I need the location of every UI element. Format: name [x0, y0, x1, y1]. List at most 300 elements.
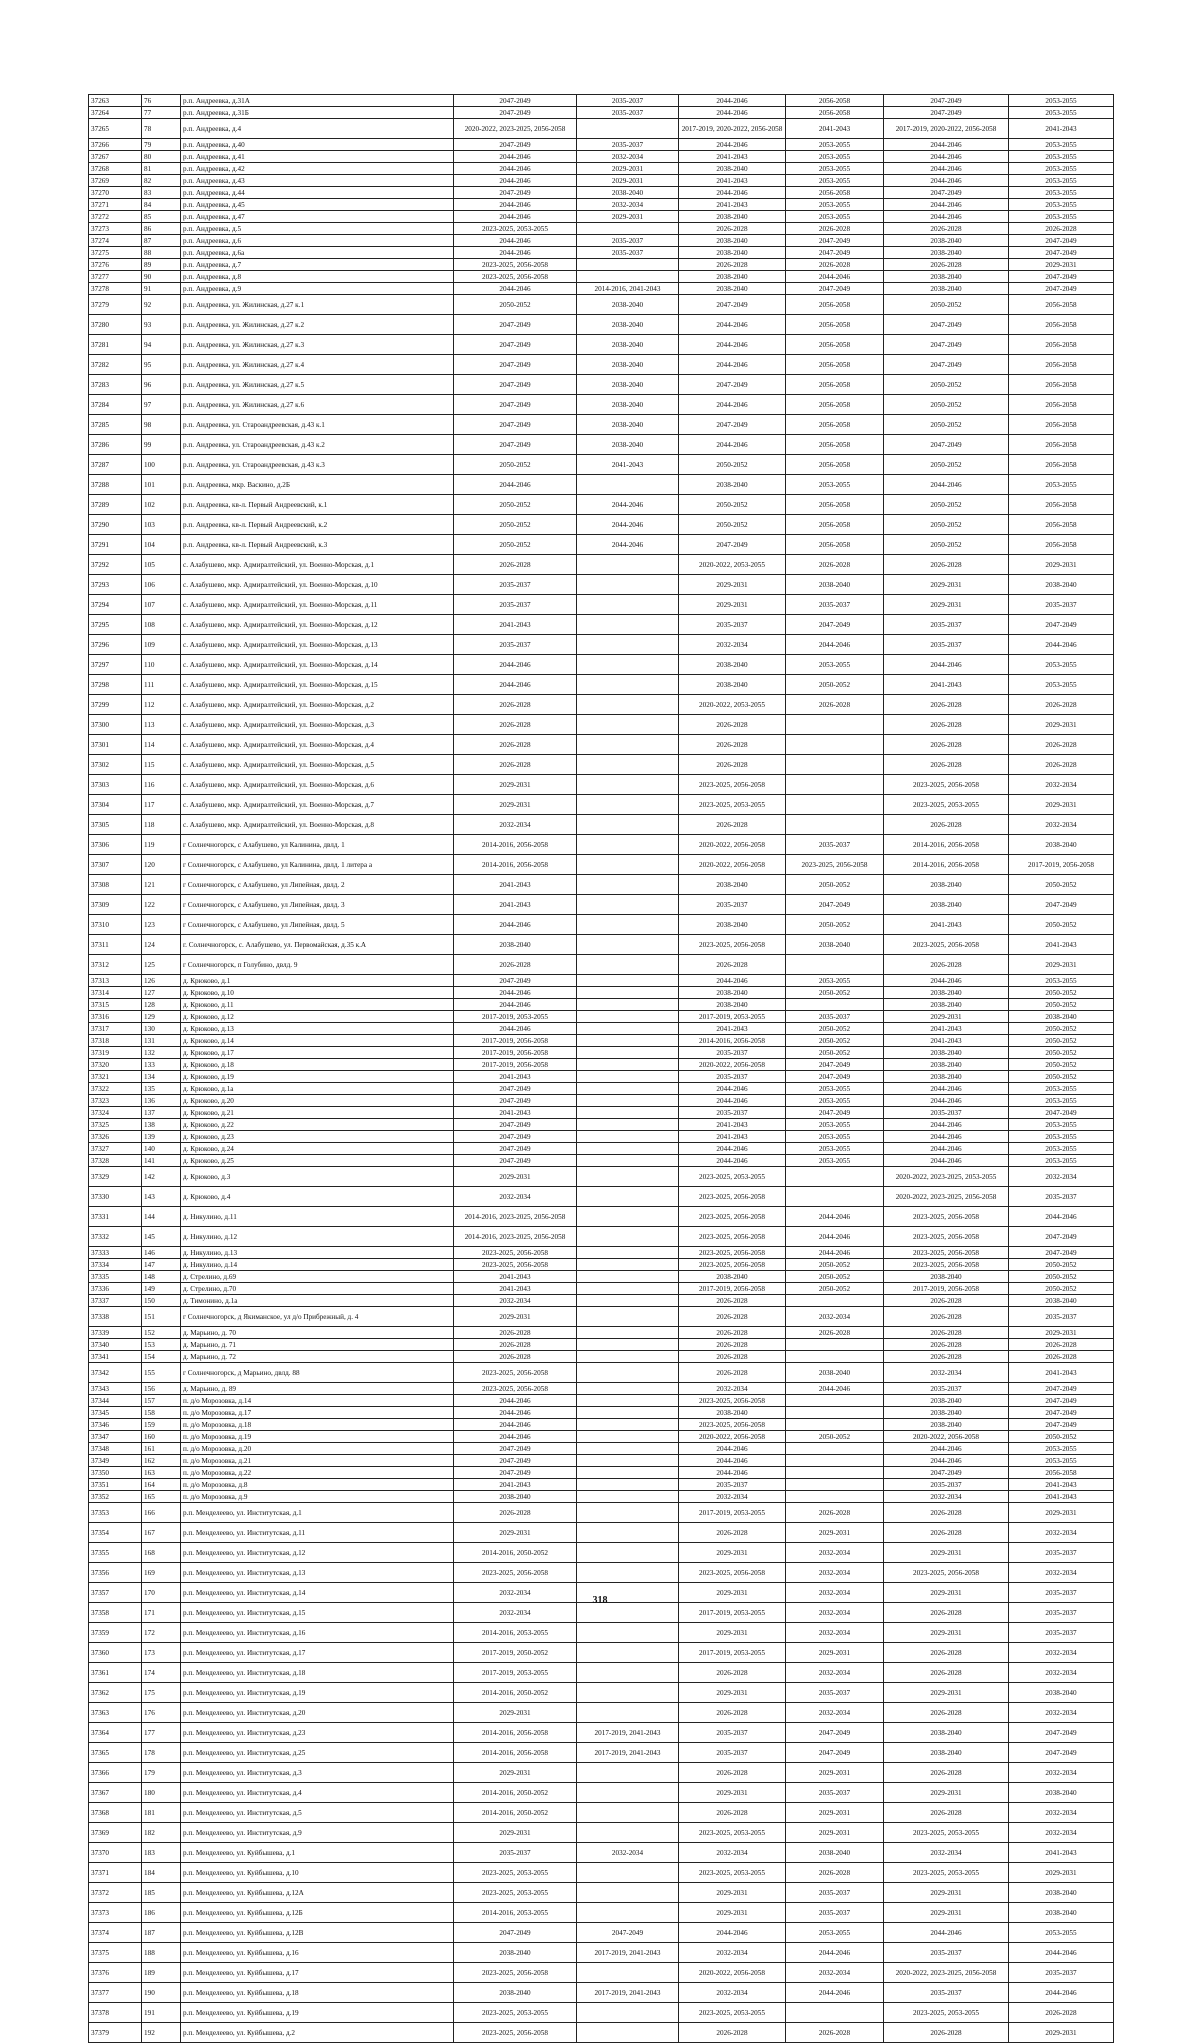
row-registry-id: 37323	[89, 1095, 142, 1107]
period-col-2	[577, 1783, 679, 1803]
period-col-2	[577, 1207, 679, 1227]
table-row	[89, 1543, 1114, 1563]
table-row	[89, 1883, 1114, 1903]
period-col-2	[577, 1307, 679, 1327]
row-registry-id: 37272	[89, 211, 142, 223]
period-col-1: 2047-2049	[454, 1155, 577, 1167]
row-address: д. Марьино, д. 71	[181, 1339, 454, 1351]
period-col-2: 2044-2046	[577, 495, 679, 515]
period-col-2: 2038-2040	[577, 415, 679, 435]
row-registry-id: 37379	[89, 2023, 142, 2043]
period-col-4: 2032-2034	[786, 1563, 884, 1583]
row-address: п. д/о Морозовка, д.22	[181, 1467, 454, 1479]
period-col-1: 2014-2016, 2056-2058	[454, 855, 577, 875]
period-col-4	[786, 1395, 884, 1407]
period-col-2	[577, 2003, 679, 2023]
period-col-3: 2038-2040	[679, 163, 786, 175]
row-registry-id: 37357	[89, 1583, 142, 1603]
table-row	[89, 415, 1114, 435]
period-col-2: 2035-2037	[577, 247, 679, 259]
period-col-4: 2050-2052	[786, 1271, 884, 1283]
period-col-1: 2029-2031	[454, 795, 577, 815]
row-registry-id: 37281	[89, 335, 142, 355]
row-registry-id: 37333	[89, 1247, 142, 1259]
period-col-6: 2035-2037	[1009, 595, 1114, 615]
table-row	[89, 999, 1114, 1011]
row-registry-id: 37277	[89, 271, 142, 283]
period-col-5: 2044-2046	[884, 655, 1009, 675]
period-col-5: 2026-2028	[884, 1523, 1009, 1543]
row-address: п. д/о Морозовка, д.18	[181, 1419, 454, 1431]
period-col-3: 2044-2046	[679, 95, 786, 107]
period-col-6: 2029-2031	[1009, 259, 1114, 271]
period-col-5: 2038-2040	[884, 1743, 1009, 1763]
row-registry-id: 37373	[89, 1903, 142, 1923]
row-registry-id: 37304	[89, 795, 142, 815]
table-row	[89, 615, 1114, 635]
table-row	[89, 1155, 1114, 1167]
row-number: 83	[142, 187, 181, 199]
period-col-2	[577, 1903, 679, 1923]
period-col-4	[786, 795, 884, 815]
period-col-4: 2053-2055	[786, 1119, 884, 1131]
table-row	[89, 1467, 1114, 1479]
period-col-4	[786, 1187, 884, 1207]
period-col-4: 2056-2058	[786, 95, 884, 107]
row-registry-id: 37334	[89, 1259, 142, 1271]
row-registry-id: 37347	[89, 1431, 142, 1443]
row-registry-id: 37346	[89, 1419, 142, 1431]
period-col-1: 2023-2025, 2056-2058	[454, 1259, 577, 1271]
period-col-3: 2026-2028	[679, 755, 786, 775]
period-col-2	[577, 1683, 679, 1703]
table-row	[89, 835, 1114, 855]
row-address: д. Крюково, д.22	[181, 1119, 454, 1131]
period-col-4: 2038-2040	[786, 935, 884, 955]
period-col-6: 2017-2019, 2056-2058	[1009, 855, 1114, 875]
table-row	[89, 935, 1114, 955]
period-col-2	[577, 1863, 679, 1883]
row-registry-id: 37283	[89, 375, 142, 395]
period-col-5: 2023-2025, 2056-2058	[884, 1207, 1009, 1227]
period-col-6: 2041-2043	[1009, 119, 1114, 139]
period-col-4: 2026-2028	[786, 2023, 884, 2043]
period-col-1: 2026-2028	[454, 1351, 577, 1363]
row-registry-id: 37265	[89, 119, 142, 139]
period-col-5: 2038-2040	[884, 283, 1009, 295]
row-address: с. Алабушево, мкр. Адмиралтейский, ул. Военно-Морская, д.12	[181, 615, 454, 635]
row-number: 168	[142, 1543, 181, 1563]
period-col-6: 2032-2034	[1009, 1823, 1114, 1843]
table-row	[89, 375, 1114, 395]
period-col-6: 2050-2052	[1009, 915, 1114, 935]
period-col-2	[577, 1823, 679, 1843]
row-address: р.п. Менделеево, ул. Куйбышева, д.12А	[181, 1883, 454, 1903]
period-col-4: 2023-2025, 2056-2058	[786, 855, 884, 875]
row-registry-id: 37370	[89, 1843, 142, 1863]
row-number: 157	[142, 1395, 181, 1407]
row-address: с. Алабушево, мкр. Адмиралтейский, ул. Военно-Морская, д.2	[181, 695, 454, 715]
row-number: 102	[142, 495, 181, 515]
period-col-6: 2056-2058	[1009, 335, 1114, 355]
period-col-2	[577, 1059, 679, 1071]
period-col-3: 2047-2049	[679, 295, 786, 315]
period-col-6: 2056-2058	[1009, 415, 1114, 435]
period-col-2	[577, 999, 679, 1011]
period-col-6: 2053-2055	[1009, 187, 1114, 199]
row-address: д. Крюково, д.1а	[181, 1083, 454, 1095]
row-address: п. д/о Морозовка, д.8	[181, 1479, 454, 1491]
period-col-5: 2038-2040	[884, 1059, 1009, 1071]
row-registry-id: 37275	[89, 247, 142, 259]
period-col-4: 2029-2031	[786, 1823, 884, 1843]
row-address: п. д/о Морозовка, д.17	[181, 1407, 454, 1419]
period-col-3: 2044-2046	[679, 1155, 786, 1167]
row-number: 183	[142, 1843, 181, 1863]
period-col-3: 2029-2031	[679, 1583, 786, 1603]
row-registry-id: 37367	[89, 1783, 142, 1803]
period-col-2: 2044-2046	[577, 515, 679, 535]
table-row	[89, 211, 1114, 223]
table-row	[89, 1843, 1114, 1863]
period-col-3: 2026-2028	[679, 715, 786, 735]
period-col-4: 2050-2052	[786, 1023, 884, 1035]
period-col-1: 2041-2043	[454, 1071, 577, 1083]
period-col-1: 2029-2031	[454, 1167, 577, 1187]
period-col-4: 2047-2049	[786, 1071, 884, 1083]
row-address: р.п. Андреевка, ул. Жилинская, д.27 к.6	[181, 395, 454, 415]
period-col-2	[577, 775, 679, 795]
row-address: д. Марьино, д. 70	[181, 1327, 454, 1339]
period-col-3: 2029-2031	[679, 1903, 786, 1923]
period-col-4	[786, 755, 884, 775]
period-col-3: 2041-2043	[679, 175, 786, 187]
row-registry-id: 37372	[89, 1883, 142, 1903]
period-col-4	[786, 1479, 884, 1491]
period-col-3: 2017-2019, 2020-2022, 2056-2058	[679, 119, 786, 139]
period-col-2	[577, 1227, 679, 1247]
period-col-4: 2026-2028	[786, 1863, 884, 1883]
period-col-4: 2053-2055	[786, 211, 884, 223]
period-col-3: 2047-2049	[679, 535, 786, 555]
row-registry-id: 37291	[89, 535, 142, 555]
period-col-4: 2032-2034	[786, 1543, 884, 1563]
period-col-3: 2035-2037	[679, 615, 786, 635]
period-col-5: 2026-2028	[884, 755, 1009, 775]
period-col-2	[577, 1023, 679, 1035]
row-number: 141	[142, 1155, 181, 1167]
row-address: р.п. Менделеево, ул. Институтская, д.11	[181, 1523, 454, 1543]
period-col-4: 2026-2028	[786, 1503, 884, 1523]
period-col-1: 2014-2016, 2050-2052	[454, 1803, 577, 1823]
period-col-5: 2023-2025, 2056-2058	[884, 1227, 1009, 1247]
period-col-4: 2026-2028	[786, 1327, 884, 1339]
period-col-3: 2026-2028	[679, 815, 786, 835]
period-col-3: 2038-2040	[679, 987, 786, 999]
period-col-5: 2050-2052	[884, 515, 1009, 535]
period-col-3: 2017-2019, 2053-2055	[679, 1503, 786, 1523]
row-registry-id: 37338	[89, 1307, 142, 1327]
table-row	[89, 1479, 1114, 1491]
row-address: д. Крюково, д.1	[181, 975, 454, 987]
row-number: 112	[142, 695, 181, 715]
row-registry-id: 37316	[89, 1011, 142, 1023]
period-col-3: 2044-2046	[679, 1095, 786, 1107]
table-row	[89, 1059, 1114, 1071]
row-number: 150	[142, 1295, 181, 1307]
period-col-4: 2044-2046	[786, 1207, 884, 1227]
period-col-6: 2050-2052	[1009, 1023, 1114, 1035]
period-col-5: 2044-2046	[884, 139, 1009, 151]
row-address: р.п. Андреевка, мкр. Васкино, д.2Б	[181, 475, 454, 495]
period-col-6: 2056-2058	[1009, 515, 1114, 535]
row-address: п. д/о Морозовка, д.14	[181, 1395, 454, 1407]
row-address: д. Крюково, д.21	[181, 1107, 454, 1119]
period-col-3: 2044-2046	[679, 1143, 786, 1155]
period-col-4	[786, 955, 884, 975]
period-col-5: 2026-2028	[884, 1663, 1009, 1683]
period-col-5: 2020-2022, 2023-2025, 2056-2058	[884, 1963, 1009, 1983]
table-row	[89, 1431, 1114, 1443]
period-col-1: 2041-2043	[454, 1107, 577, 1119]
period-col-4	[786, 1351, 884, 1363]
period-col-6: 2032-2034	[1009, 1167, 1114, 1187]
table-row	[89, 187, 1114, 199]
table-row	[89, 1363, 1114, 1383]
period-col-3: 2038-2040	[679, 211, 786, 223]
row-address: р.п. Андреевка, кв-л. Первый Андреевский, к.2	[181, 515, 454, 535]
row-registry-id: 37349	[89, 1455, 142, 1467]
period-col-1: 2044-2046	[454, 247, 577, 259]
row-registry-id: 37369	[89, 1823, 142, 1843]
period-col-2: 2035-2037	[577, 107, 679, 119]
row-address: с. Алабушево, мкр. Адмиралтейский, ул. Военно-Морская, д.3	[181, 715, 454, 735]
period-col-3: 2050-2052	[679, 515, 786, 535]
row-number: 88	[142, 247, 181, 259]
period-col-2: 2017-2019, 2041-2043	[577, 1983, 679, 2003]
row-number: 109	[142, 635, 181, 655]
row-address: д. Никулино, д.13	[181, 1247, 454, 1259]
period-col-5: 2050-2052	[884, 295, 1009, 315]
period-col-3: 2038-2040	[679, 915, 786, 935]
period-col-4: 2044-2046	[786, 1383, 884, 1395]
row-registry-id: 37340	[89, 1339, 142, 1351]
period-col-3: 2035-2037	[679, 1723, 786, 1743]
period-col-6: 2047-2049	[1009, 271, 1114, 283]
period-col-6: 2038-2040	[1009, 835, 1114, 855]
table-row	[89, 1259, 1114, 1271]
period-col-5: 2023-2025, 2056-2058	[884, 775, 1009, 795]
period-col-5: 2044-2046	[884, 151, 1009, 163]
period-col-5: 2044-2046	[884, 199, 1009, 211]
row-number: 162	[142, 1455, 181, 1467]
period-col-3: 2041-2043	[679, 151, 786, 163]
row-number: 142	[142, 1167, 181, 1187]
row-address: р.п. Менделеево, ул. Куйбышева, д.12В	[181, 1923, 454, 1943]
period-col-4: 2053-2055	[786, 655, 884, 675]
period-col-2: 2044-2046	[577, 535, 679, 555]
row-address: р.п. Андреевка, д.4	[181, 119, 454, 139]
table-row	[89, 435, 1114, 455]
period-col-6: 2044-2046	[1009, 1207, 1114, 1227]
row-registry-id: 37300	[89, 715, 142, 735]
period-col-1: 2014-2016, 2056-2058	[454, 835, 577, 855]
period-col-3: 2044-2046	[679, 1455, 786, 1467]
period-col-3: 2032-2034	[679, 1843, 786, 1863]
period-col-5: 2014-2016, 2056-2058	[884, 855, 1009, 875]
period-col-3: 2038-2040	[679, 271, 786, 283]
row-number: 101	[142, 475, 181, 495]
table-row	[89, 1783, 1114, 1803]
period-col-6: 2035-2037	[1009, 1963, 1114, 1983]
row-registry-id: 37319	[89, 1047, 142, 1059]
period-col-1: 2017-2019, 2056-2058	[454, 1059, 577, 1071]
row-address: р.п. Андреевка, ул. Жилинская, д.27 к.2	[181, 315, 454, 335]
row-number: 100	[142, 455, 181, 475]
period-col-1: 2047-2049	[454, 1131, 577, 1143]
period-col-3: 2044-2046	[679, 1467, 786, 1479]
table-row	[89, 1071, 1114, 1083]
period-col-6: 2041-2043	[1009, 1491, 1114, 1503]
period-col-3: 2038-2040	[679, 283, 786, 295]
row-registry-id: 37271	[89, 199, 142, 211]
row-address: р.п. Менделеево, ул. Куйбышева, д.16	[181, 1943, 454, 1963]
period-col-2	[577, 1491, 679, 1503]
period-col-6: 2050-2052	[1009, 1047, 1114, 1059]
period-col-4: 2056-2058	[786, 295, 884, 315]
table-row	[89, 1983, 1114, 2003]
period-col-6: 2047-2049	[1009, 895, 1114, 915]
period-col-5: 2035-2037	[884, 635, 1009, 655]
period-col-6: 2050-2052	[1009, 1259, 1114, 1271]
table-row	[89, 271, 1114, 283]
table-row	[89, 695, 1114, 715]
period-col-3: 2044-2046	[679, 1083, 786, 1095]
table-row	[89, 1443, 1114, 1455]
period-col-6: 2056-2058	[1009, 395, 1114, 415]
period-col-2	[577, 1327, 679, 1339]
table-row	[89, 199, 1114, 211]
row-address: р.п. Менделеево, ул. Институтская, д.4	[181, 1783, 454, 1803]
period-col-2	[577, 119, 679, 139]
table-row	[89, 315, 1114, 335]
table-row	[89, 1011, 1114, 1023]
row-address: р.п. Менделеево, ул. Институтская, д.9	[181, 1823, 454, 1843]
row-number: 104	[142, 535, 181, 555]
period-col-5: 2026-2028	[884, 1603, 1009, 1623]
period-col-6: 2026-2028	[1009, 755, 1114, 775]
period-col-1: 2047-2049	[454, 95, 577, 107]
period-col-5: 2038-2040	[884, 895, 1009, 915]
period-col-5: 2026-2028	[884, 695, 1009, 715]
period-col-2	[577, 1095, 679, 1107]
table-row	[89, 1703, 1114, 1723]
period-col-2	[577, 575, 679, 595]
row-address: г. Солнечногорск, с. Алабушево, ул. Первомайская, д.35 к.А	[181, 935, 454, 955]
period-col-1: 2047-2049	[454, 975, 577, 987]
period-col-1: 2050-2052	[454, 515, 577, 535]
period-col-1: 2044-2046	[454, 655, 577, 675]
period-col-6: 2047-2049	[1009, 615, 1114, 635]
table-row	[89, 1963, 1114, 1983]
period-col-2: 2014-2016, 2041-2043	[577, 283, 679, 295]
period-col-4: 2032-2034	[786, 1963, 884, 1983]
period-col-2	[577, 1155, 679, 1167]
period-col-4: 2047-2049	[786, 1059, 884, 1071]
period-col-3: 2038-2040	[679, 475, 786, 495]
row-number: 190	[142, 1983, 181, 2003]
period-col-5: 2038-2040	[884, 1271, 1009, 1283]
row-registry-id: 37282	[89, 355, 142, 375]
period-col-4: 2056-2058	[786, 415, 884, 435]
period-col-4: 2026-2028	[786, 259, 884, 271]
period-col-3: 2023-2025, 2056-2058	[679, 775, 786, 795]
row-address: д. Марьино, д. 89	[181, 1383, 454, 1395]
period-col-4	[786, 2003, 884, 2023]
period-col-1: 2026-2028	[454, 715, 577, 735]
period-col-2	[577, 223, 679, 235]
table-row	[89, 1455, 1114, 1467]
row-number: 117	[142, 795, 181, 815]
period-col-5: 2050-2052	[884, 455, 1009, 475]
row-registry-id: 37339	[89, 1327, 142, 1339]
period-col-2: 2035-2037	[577, 139, 679, 151]
table-row	[89, 247, 1114, 259]
table-row	[89, 575, 1114, 595]
period-col-2	[577, 1443, 679, 1455]
period-col-2	[577, 1351, 679, 1363]
period-col-1: 2050-2052	[454, 495, 577, 515]
row-number: 129	[142, 1011, 181, 1023]
schedule-table-body	[89, 95, 1114, 2043]
period-col-2	[577, 595, 679, 615]
period-col-4: 2032-2034	[786, 1307, 884, 1327]
row-address: д. Стрелино, д.70	[181, 1283, 454, 1295]
period-col-5: 2038-2040	[884, 875, 1009, 895]
row-number: 125	[142, 955, 181, 975]
period-col-6: 2035-2037	[1009, 1543, 1114, 1563]
period-col-1: 2023-2025, 2056-2058	[454, 1963, 577, 1983]
period-col-6: 2029-2031	[1009, 955, 1114, 975]
row-address: р.п. Андреевка, кв-л. Первый Андреевский, к.3	[181, 535, 454, 555]
period-col-2	[577, 1339, 679, 1351]
period-col-2	[577, 1963, 679, 1983]
period-col-2: 2038-2040	[577, 187, 679, 199]
period-col-1: 2047-2049	[454, 335, 577, 355]
period-col-6: 2029-2031	[1009, 795, 1114, 815]
period-col-5: 2035-2037	[884, 1107, 1009, 1119]
period-col-1: 2014-2016, 2050-2052	[454, 1543, 577, 1563]
row-registry-id: 37371	[89, 1863, 142, 1883]
period-col-5: 2023-2025, 2053-2055	[884, 2003, 1009, 2023]
period-col-6: 2056-2058	[1009, 435, 1114, 455]
period-col-4: 2056-2058	[786, 107, 884, 119]
row-registry-id: 37305	[89, 815, 142, 835]
row-registry-id: 37325	[89, 1119, 142, 1131]
row-number: 120	[142, 855, 181, 875]
period-col-1: 2026-2028	[454, 755, 577, 775]
row-address: р.п. Менделеево, ул. Институтская, д.20	[181, 1703, 454, 1723]
period-col-6: 2035-2037	[1009, 1187, 1114, 1207]
table-row	[89, 295, 1114, 315]
period-col-2	[577, 1259, 679, 1271]
row-registry-id: 37352	[89, 1491, 142, 1503]
table-row	[89, 655, 1114, 675]
period-col-4	[786, 999, 884, 1011]
period-col-3: 2044-2046	[679, 187, 786, 199]
period-col-4: 2032-2034	[786, 1583, 884, 1603]
period-col-2	[577, 259, 679, 271]
